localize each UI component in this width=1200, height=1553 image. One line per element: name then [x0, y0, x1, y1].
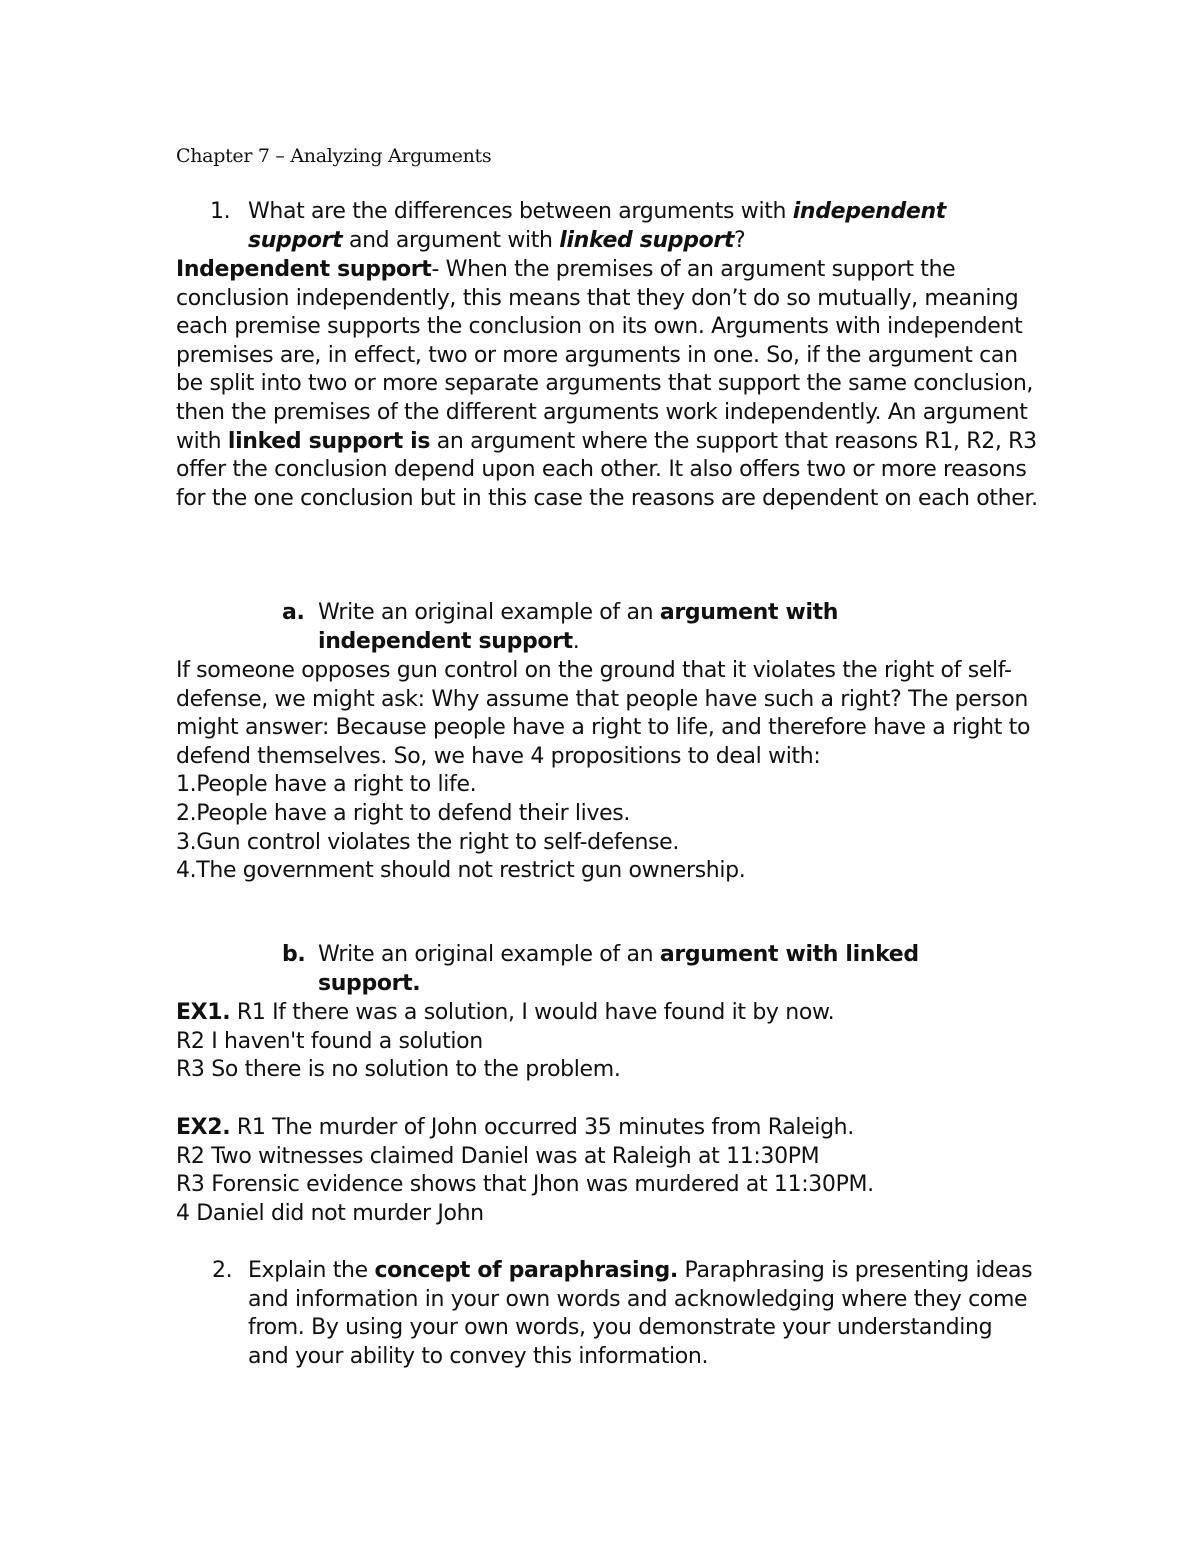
example-2-line: R2 Two witnesses claimed Daniel was at Raleigh at 11:30PM [176, 1143, 820, 1169]
proposition-item: 4.The government should not restrict gun ownership. [176, 858, 746, 884]
answer-1-paragraph: Independent support- When the premises of an argument support the conclusion independently, this means that they don’t do so mutually, meaning each premise supports the conclusion on its own. Arguments with independent premises are, in effect, two or more arguments in one. So, if the argument can be split into two or more separate arguments that support the same conclusion, then the premises of the different arguments work independently. An argument with linked support is an argument where the support that reasons R1, R2, R3 offer the conclusion depend upon each other. It also offers two or more reasons for the one conclusion but in this case the reasons are dependent on each other. [176, 257, 1038, 511]
question-2-text: Explain the concept of paraphrasing. Paraphrasing is presenting ideas and information in your own words and acknowledging where they come from. By using your own words, you demonstrate your understanding and your ability to convey this information. [248, 1258, 1033, 1369]
question-1-number: 1. [210, 199, 231, 224]
linked-support-term: linked support [559, 227, 735, 253]
question-a-letter: a. [282, 600, 305, 625]
answer-a-intro: If someone opposes gun control on the ground that it violates the right of self-defense, we might ask: Why assume that people have such a right? The person might answer: Because people have a right to life, and therefore have a right to defend themselves. So, we have 4 propositions to deal with: [176, 658, 1031, 769]
proposition-item: 3.Gun control violates the right to self-defense. [176, 829, 679, 855]
example-1-line: R3 So there is no solution to the problem. [176, 1057, 621, 1083]
example-1-line: EX1. R1 If there was a solution, I would have found it by now. [176, 1000, 835, 1025]
example-2-label: EX2. [176, 1115, 231, 1140]
example-2-line: 4 Daniel did not murder John [176, 1200, 484, 1226]
example-2-line: R3 Forensic evidence shows that Jhon was murdered at 11:30PM. [176, 1172, 874, 1198]
question-2 [212, 1257, 1038, 1371]
independent-support-term: independent support [248, 199, 946, 253]
paraphrasing-term: concept of paraphrasing. [374, 1258, 678, 1283]
example-2 [176, 1114, 1038, 1228]
linked-support-label: linked support is [227, 428, 431, 454]
example-1 [176, 999, 1038, 1085]
question-b [282, 941, 1018, 998]
question-1 [210, 198, 1038, 255]
question-a-text: Write an original example of an argument with independent support. [318, 600, 839, 654]
question-1-text: What are the differences between arguments with independent support and argument with linked support? [248, 199, 946, 253]
answer-a [176, 657, 1038, 886]
chapter-title: Chapter 7 – Analyzing Arguments [176, 145, 492, 167]
independent-support-label: Independent support [176, 257, 432, 282]
question-b-text: Write an original example of an argument with linked support. [318, 942, 919, 996]
question-b-letter: b. [282, 942, 306, 967]
proposition-item: 2.People have a right to defend their lives. [176, 800, 631, 826]
question-a [282, 599, 938, 656]
answer-1 [176, 256, 1038, 513]
question-2-number: 2. [212, 1258, 233, 1283]
proposition-item: 1.People have a right to life. [176, 772, 477, 798]
example-2-line: EX2. R1 The murder of John occurred 35 minutes from Raleigh. [176, 1115, 854, 1140]
example-1-line: R2 I haven't found a solution [176, 1028, 483, 1054]
example-1-label: EX1. [176, 1000, 231, 1025]
